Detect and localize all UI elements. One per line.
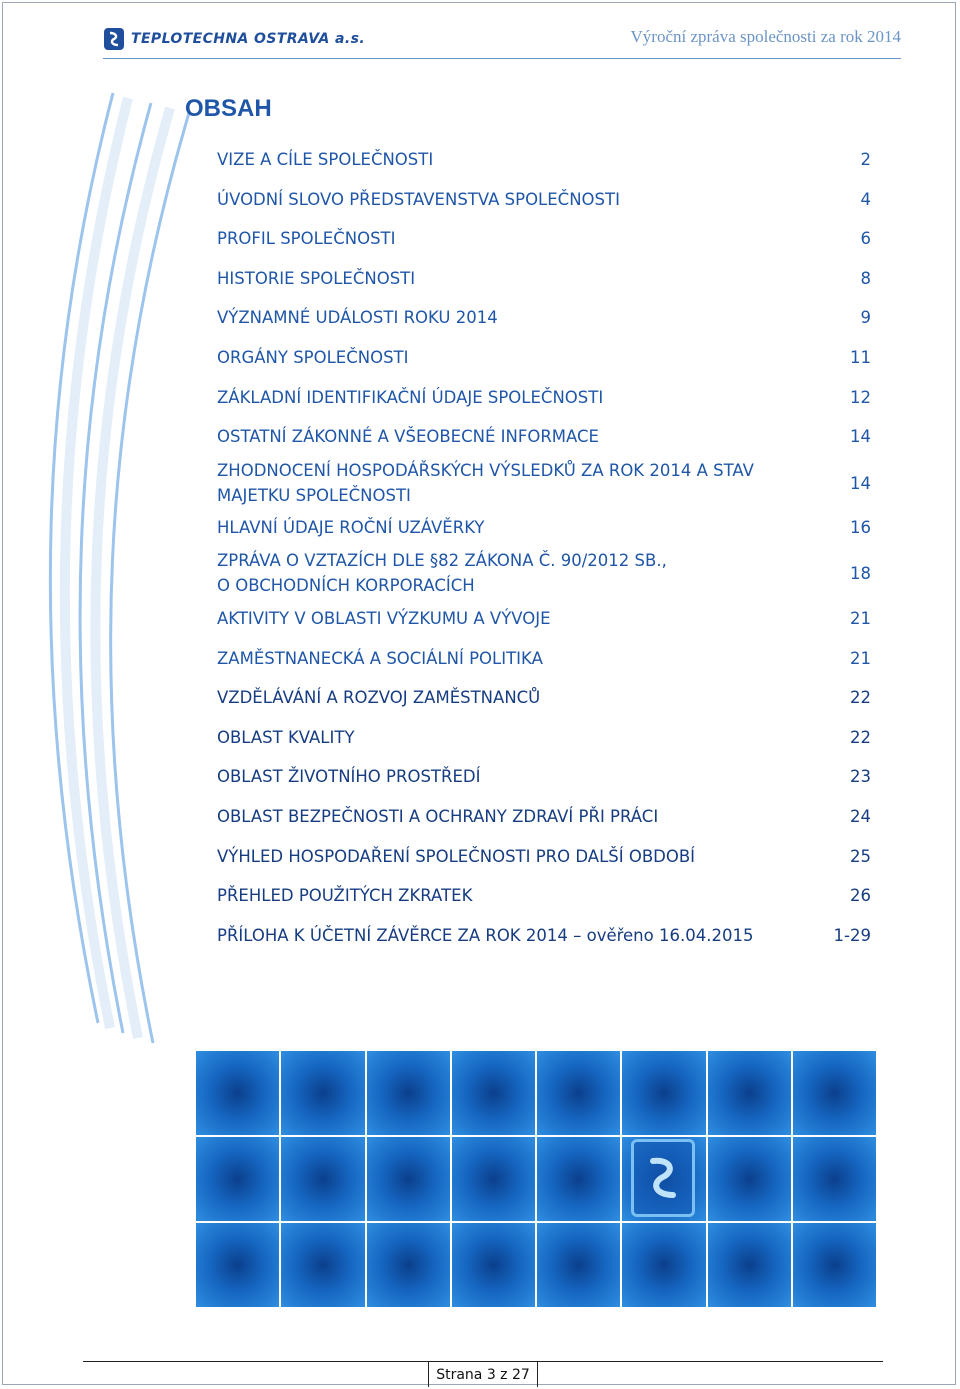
toc-entry[interactable] bbox=[217, 147, 871, 172]
toc-entry[interactable] bbox=[217, 305, 871, 330]
toc-entry-page: 12 bbox=[850, 388, 871, 407]
toc-entry-label bbox=[217, 548, 667, 598]
toc-entry-page: 1-29 bbox=[833, 926, 871, 945]
tile bbox=[793, 1051, 876, 1135]
page-header bbox=[103, 21, 901, 61]
toc-entry-label: HISTORIE SPOLEČNOSTI bbox=[217, 269, 416, 288]
tile bbox=[367, 1051, 450, 1135]
tile bbox=[196, 1137, 279, 1221]
toc-entry-label: HLAVNÍ ÚDAJE ROČNÍ UZÁVĚRKY bbox=[217, 518, 485, 537]
toc-entry-page: 18 bbox=[850, 563, 871, 583]
toc-entry[interactable] bbox=[217, 424, 871, 449]
tile bbox=[452, 1137, 535, 1221]
toc-entry[interactable] bbox=[217, 923, 871, 948]
decorative-tile-image bbox=[196, 1051, 876, 1307]
toc-entry-label: VZDĚLÁVÁNÍ A ROZVOJ ZAMĚSTNANCŮ bbox=[217, 688, 541, 707]
toc-entry[interactable] bbox=[217, 883, 871, 908]
logo-text: TEPLOTECHNA OSTRAVA a.s. bbox=[131, 31, 366, 47]
logo-wave-icon bbox=[645, 1153, 681, 1203]
toc-entry-label: ORGÁNY SPOLEČNOSTI bbox=[217, 348, 409, 367]
toc-entry[interactable] bbox=[217, 804, 871, 829]
tile-logo-icon bbox=[631, 1139, 695, 1217]
toc-entry-label: ZAMĚSTNANECKÁ A SOCIÁLNÍ POLITIKA bbox=[217, 649, 543, 668]
tile bbox=[196, 1051, 279, 1135]
tile bbox=[452, 1051, 535, 1135]
toc-heading: OBSAH bbox=[185, 95, 272, 122]
toc-entry-page: 22 bbox=[850, 728, 871, 747]
toc-entry-page: 9 bbox=[860, 308, 871, 327]
toc-entry-page: 25 bbox=[850, 847, 871, 866]
toc-entry-page: 26 bbox=[850, 886, 871, 905]
toc-entry[interactable] bbox=[217, 606, 871, 631]
page-number: Strana 3 z 27 bbox=[428, 1361, 538, 1387]
tile bbox=[367, 1137, 450, 1221]
toc-entry-label: ZÁKLADNÍ IDENTIFIKAČNÍ ÚDAJE SPOLEČNOSTI bbox=[217, 388, 604, 407]
toc-entry[interactable] bbox=[217, 725, 871, 750]
toc-entry-label: PŘÍLOHA K ÚČETNÍ ZÁVĚRCE ZA ROK 2014 – ověřeno 16.04.2015 bbox=[217, 926, 754, 945]
tile bbox=[196, 1223, 279, 1307]
toc-entry[interactable] bbox=[217, 187, 871, 212]
toc-entry-label: ÚVODNÍ SLOVO PŘEDSTAVENSTVA SPOLEČNOSTI bbox=[217, 190, 620, 209]
toc-entry-page: 21 bbox=[850, 649, 871, 668]
tile bbox=[708, 1223, 791, 1307]
toc-entry[interactable] bbox=[217, 515, 871, 540]
company-logo bbox=[103, 27, 365, 51]
toc-entry-label: PROFIL SPOLEČNOSTI bbox=[217, 229, 396, 248]
tile bbox=[708, 1051, 791, 1135]
toc-entry-label: OBLAST KVALITY bbox=[217, 728, 355, 747]
tile bbox=[708, 1137, 791, 1221]
tile bbox=[537, 1137, 620, 1221]
tile bbox=[281, 1137, 364, 1221]
toc-entry[interactable] bbox=[217, 646, 871, 671]
toc-entry[interactable] bbox=[217, 385, 871, 410]
tile bbox=[537, 1223, 620, 1307]
toc-entry-label-line1: ZPRÁVA O VZTAZÍCH DLE §82 ZÁKONA Č. 90/2012 SB., bbox=[217, 551, 667, 570]
toc-entry-page: 2 bbox=[860, 150, 871, 169]
toc-entry-page: 21 bbox=[850, 609, 871, 628]
toc-entry[interactable] bbox=[217, 764, 871, 789]
tile bbox=[281, 1051, 364, 1135]
tile bbox=[622, 1223, 705, 1307]
toc-entry-label: VÝHLED HOSPODAŘENÍ SPOLEČNOSTI PRO DALŠÍ OBDOBÍ bbox=[217, 847, 696, 866]
tile bbox=[793, 1223, 876, 1307]
decorative-stripes bbox=[3, 63, 243, 1063]
tile bbox=[622, 1051, 705, 1135]
toc-entry-label: OBLAST ŽIVOTNÍHO PROSTŘEDÍ bbox=[217, 767, 481, 786]
toc-entry-page: 23 bbox=[850, 767, 871, 786]
toc-entry-page: 8 bbox=[860, 269, 871, 288]
tile bbox=[367, 1223, 450, 1307]
toc-entry-label-line1: ZHODNOCENÍ HOSPODÁŘSKÝCH VÝSLEDKŮ ZA ROK 2014 A STAV bbox=[217, 461, 754, 480]
document-page bbox=[2, 2, 956, 1385]
toc-entry[interactable] bbox=[217, 685, 871, 710]
toc-entry[interactable] bbox=[217, 547, 871, 599]
toc-entry-label: VÝZNAMNÉ UDÁLOSTI ROKU 2014 bbox=[217, 308, 498, 327]
tile bbox=[537, 1051, 620, 1135]
toc-entry-label: OBLAST BEZPEČNOSTI A OCHRANY ZDRAVÍ PŘI PRÁCI bbox=[217, 807, 659, 826]
toc-entry-label-line2: MAJETKU SPOLEČNOSTI bbox=[217, 486, 411, 505]
toc-entry-page: 11 bbox=[850, 348, 871, 367]
toc-entry-page: 16 bbox=[850, 518, 871, 537]
toc-entry[interactable] bbox=[217, 457, 871, 509]
toc-entry-label-line2: O OBCHODNÍCH KORPORACÍCH bbox=[217, 576, 475, 595]
header-divider bbox=[103, 58, 901, 59]
toc-entry-page: 22 bbox=[850, 688, 871, 707]
toc-entry-label: OSTATNÍ ZÁKONNÉ A VŠEOBECNÉ INFORMACE bbox=[217, 427, 599, 446]
toc-entry-label: AKTIVITY V OBLASTI VÝZKUMU A VÝVOJE bbox=[217, 609, 551, 628]
tile bbox=[281, 1223, 364, 1307]
toc-entry-page: 24 bbox=[850, 807, 871, 826]
toc-entry-page: 14 bbox=[850, 473, 871, 493]
tile bbox=[452, 1223, 535, 1307]
toc-entry[interactable] bbox=[217, 844, 871, 869]
toc-entry-page: 6 bbox=[860, 229, 871, 248]
toc-entry[interactable] bbox=[217, 345, 871, 370]
report-title: Výroční zpráva společnosti za rok 2014 bbox=[630, 27, 901, 46]
toc-entry-label: PŘEHLED POUŽITÝCH ZKRATEK bbox=[217, 886, 473, 905]
toc-entry-label: VIZE A CÍLE SPOLEČNOSTI bbox=[217, 150, 434, 169]
toc-entry[interactable] bbox=[217, 226, 871, 251]
tile bbox=[793, 1137, 876, 1221]
toc-entry-label bbox=[217, 458, 754, 508]
toc-entry[interactable] bbox=[217, 266, 871, 291]
toc-entry-page: 4 bbox=[860, 190, 871, 209]
company-logo-icon bbox=[103, 27, 125, 51]
toc-entry-page: 14 bbox=[850, 427, 871, 446]
